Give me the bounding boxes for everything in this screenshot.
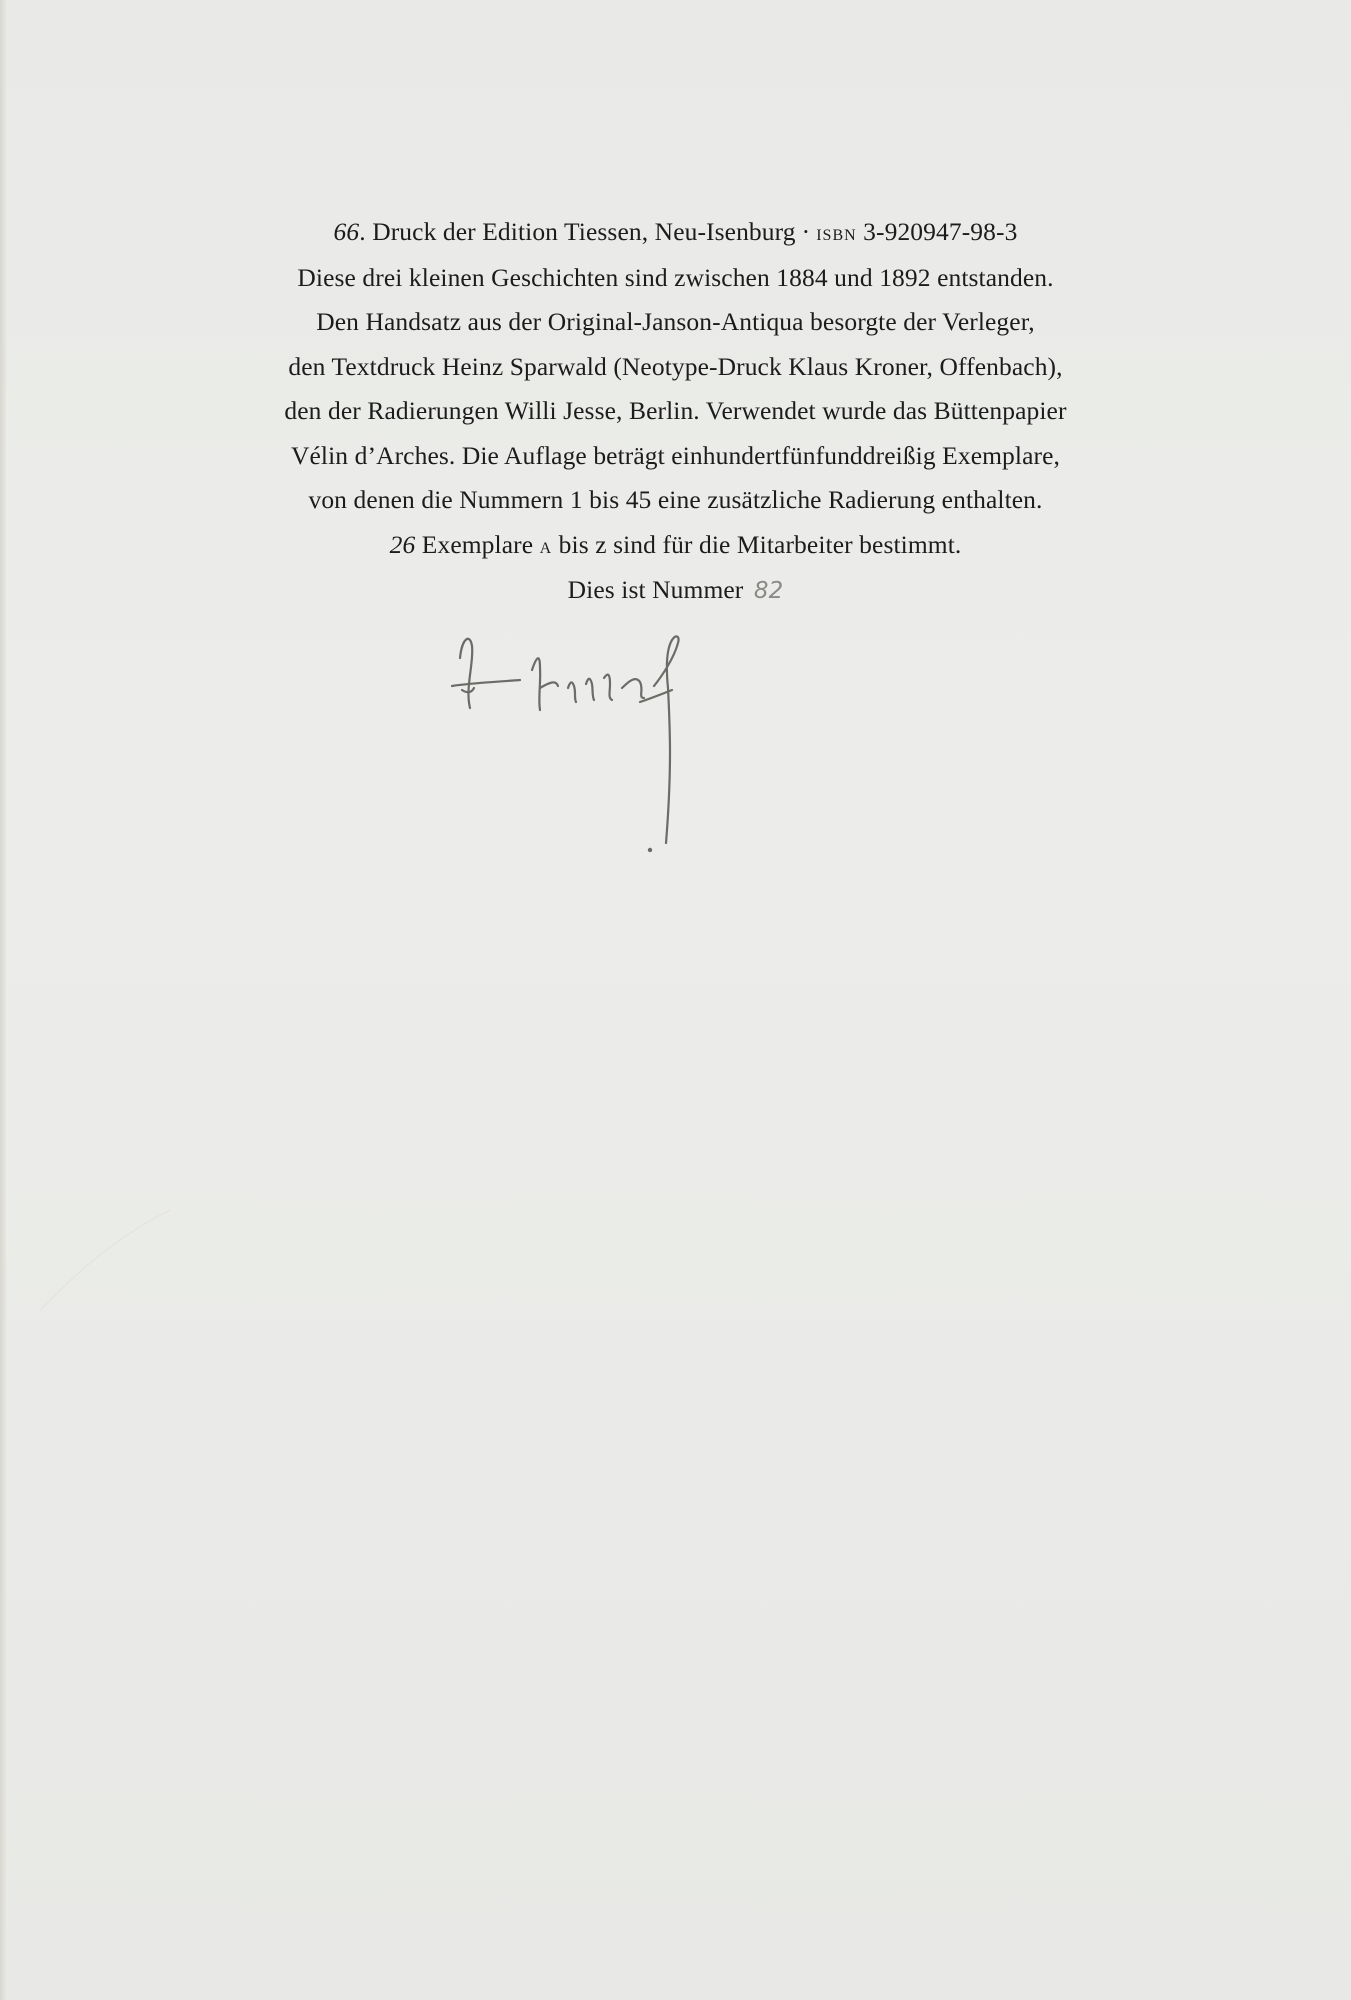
letter-a: a bbox=[539, 532, 553, 558]
colophon-line-4: den Textdruck Heinz Sparwald (Neotype-Druck Klaus Kroner, Offenbach), bbox=[288, 351, 1063, 381]
colophon-line-7: von denen die Nummern 1 bis 45 eine zusätzliche Radierung enthalten. bbox=[308, 485, 1043, 514]
colophon-line-5: den der Radierungen Willi Jesse, Berlin. Verwendet wurde das Büttenpapier bbox=[284, 396, 1067, 425]
print-number: 66 bbox=[333, 217, 360, 246]
staff-copy-count: 26 bbox=[389, 529, 416, 559]
copy-number-label: Dies ist Nummer bbox=[567, 575, 744, 604]
separator-dot: · bbox=[801, 217, 811, 246]
colophon bbox=[100, 210, 1251, 614]
colophon-line-2: Diese drei kleinen Geschichten sind zwischen 1884 und 1892 entstanden. bbox=[297, 262, 1054, 292]
colophon-line-1 bbox=[100, 210, 1251, 256]
handwritten-signature-icon bbox=[440, 628, 770, 878]
isbn-label: isbn bbox=[816, 220, 857, 245]
edition-text: . Druck der Edition Tiessen, Neu-Isenburg bbox=[359, 217, 796, 246]
colophon-line-8 bbox=[100, 523, 1251, 569]
colophon-line-9 bbox=[100, 568, 1251, 614]
staff-copy-text-b: bis z sind für die Mitarbeiter bestimmt. bbox=[552, 529, 962, 559]
handwritten-copy-number: 82 bbox=[753, 578, 784, 604]
colophon-line-3: Den Handsatz aus der Original-Janson-Antiqua besorgte der Verleger, bbox=[316, 307, 1035, 336]
page-edge bbox=[0, 0, 6, 2000]
isbn-number: 3-920947-98-3 bbox=[863, 217, 1018, 246]
colophon-line-6: Vélin d’Arches. Die Auflage beträgt einhundertfünfunddreißig Exemplare, bbox=[291, 440, 1060, 470]
paper-scratch bbox=[30, 1200, 180, 1320]
staff-copy-text-a: Exemplare bbox=[415, 529, 540, 559]
